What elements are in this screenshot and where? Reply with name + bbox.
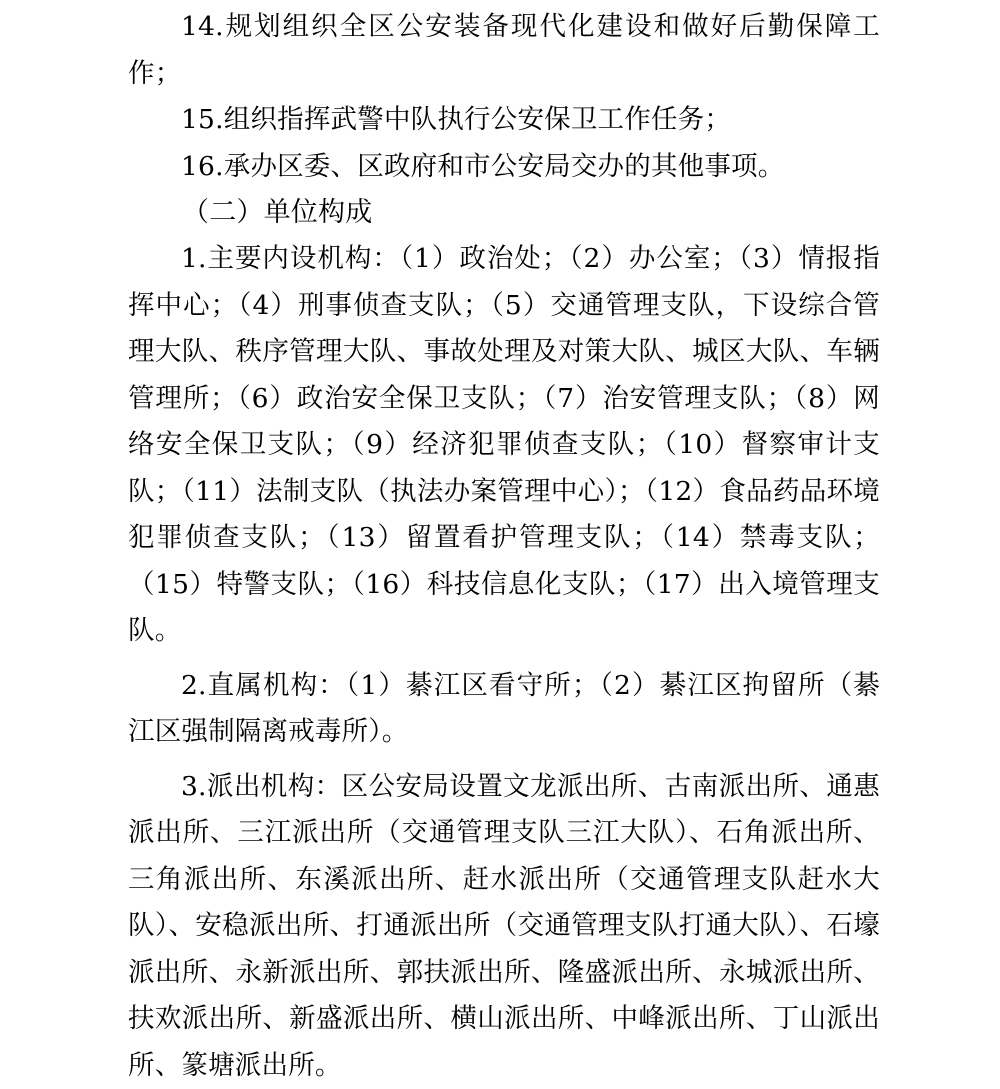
paragraph-item-14: 14.规划组织全区公安装备现代化建设和做好后勤保障工作； bbox=[128, 4, 880, 97]
section-heading-unit-composition: （二）单位构成 bbox=[128, 190, 880, 236]
paragraph-item-15: 15.组织指挥武警中队执行公安保卫工作任务； bbox=[128, 97, 880, 144]
paragraph-item-16: 16.承办区委、区政府和市公安局交办的其他事项。 bbox=[128, 144, 880, 191]
paragraph-internal-organs: 1.主要内设机构：（1）政治处；（2）办公室；（3）情报指挥中心；（4）刑事侦查支队；（5）交通管理支队，下设综合管理大队、秩序管理大队、事故处理及对策大队、城区大队、车辆管理所；（6）政治安全保卫支队；（7）治安管理支队；（8）网络安全保卫支队；（9）经济犯罪侦查支队；（10）督察审计支队；（11）法制支队（执法办案管理中心）；（12）食品药品环境犯罪侦查支队；（13）留置看护管理支队；（14）禁毒支队；（15）特警支队；（16）科技信息化支队；（17）出入境管理支队。 bbox=[128, 236, 880, 655]
paragraph-dispatched-organs: 3.派出机构：区公安局设置文龙派出所、古南派出所、通惠派出所、三江派出所（交通管理支队三江大队）、石角派出所、三角派出所、东溪派出所、赶水派出所（交通管理支队赶水大队）、安稳派出所、打通派出所（交通管理支队打通大队）、石壕派出所、永新派出所、郭扶派出所、隆盛派出所、永城派出所、扶欢派出所、新盛派出所、横山派出所、中峰派出所、丁山派出所、篆塘派出所。 bbox=[128, 764, 880, 1089]
paragraph-direct-organs: 2.直属机构：（1）綦江区看守所；（2）綦江区拘留所（綦江区强制隔离戒毒所）。 bbox=[128, 663, 880, 756]
